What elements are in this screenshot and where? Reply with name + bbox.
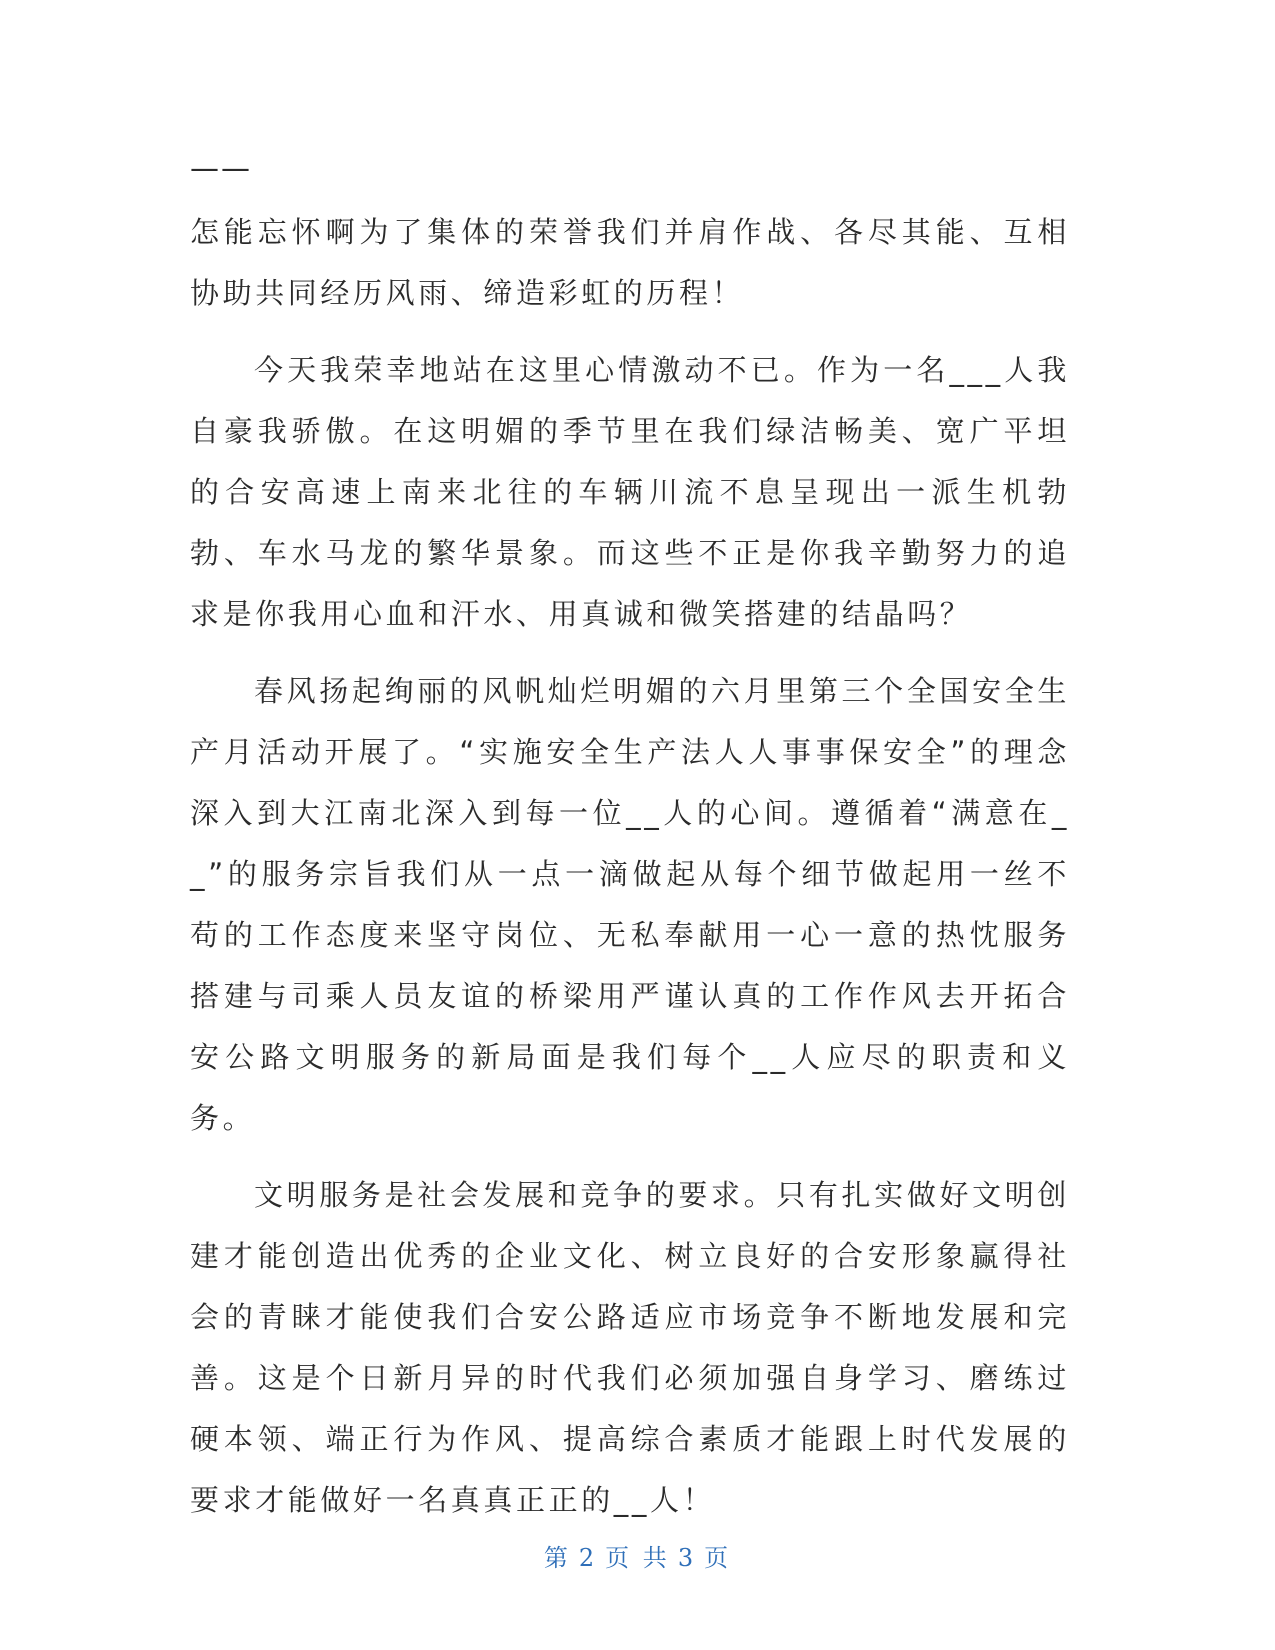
document-body	[190, 150, 1070, 1547]
page-footer	[0, 1538, 1275, 1573]
footer-page-number: 2	[578, 1544, 598, 1572]
paragraph-1: 怎能忘怀啊为了集体的荣誉我们并肩作战、各尽其能、互相协助共同经历风雨、缔造彩虹的历程！	[190, 215, 1070, 310]
footer-total-pages: 3	[677, 1544, 697, 1572]
dash-line: ——	[190, 151, 252, 185]
paragraph-2: 今天我荣幸地站在这里心情激动不已。作为一名___人我自豪我骄傲。在这明媚的季节里在我们绿洁畅美、宽广平坦的合安高速上南来北往的车辆川流不息呈现出一派生机勃勃、车水马龙的繁华景象。而这些不正是你我辛勤努力的追求是你我用心血和汗水、用真诚和微笑搭建的结晶吗？	[190, 353, 1070, 631]
paragraph-3: 春风扬起绚丽的风帆灿烂明媚的六月里第三个全国安全生产月活动开展了。“实施安全生产法人人事事保安全”的理念深入到大江南北深入到每一位__人的心间。遵循着“满意在__”的服务宗旨我们从一点一滴做起从每个细节做起用一丝不苟的工作态度来坚守岗位、无私奉献用一心一意的热忱服务搭建与司乘人员友谊的桥梁用严谨认真的工作作风去开拓合安公路文明服务的新局面是我们每个__人应尽的职责和义务。	[190, 674, 1070, 1135]
footer-suffix: 页	[704, 1544, 732, 1572]
footer-middle: 页 共	[605, 1544, 670, 1572]
footer-prefix: 第	[543, 1544, 571, 1572]
paragraph-4: 文明服务是社会发展和竞争的要求。只有扎实做好文明创建才能创造出优秀的企业文化、树立良好的合安形象赢得社会的青睐才能使我们合安公路适应市场竞争不断地发展和完善。这是个日新月异的时代我们必须加强自身学习、磨练过硬本领、端正行为作风、提高综合素质才能跟上时代发展的要求才能做好一名真真正正的__人！	[190, 1178, 1070, 1517]
